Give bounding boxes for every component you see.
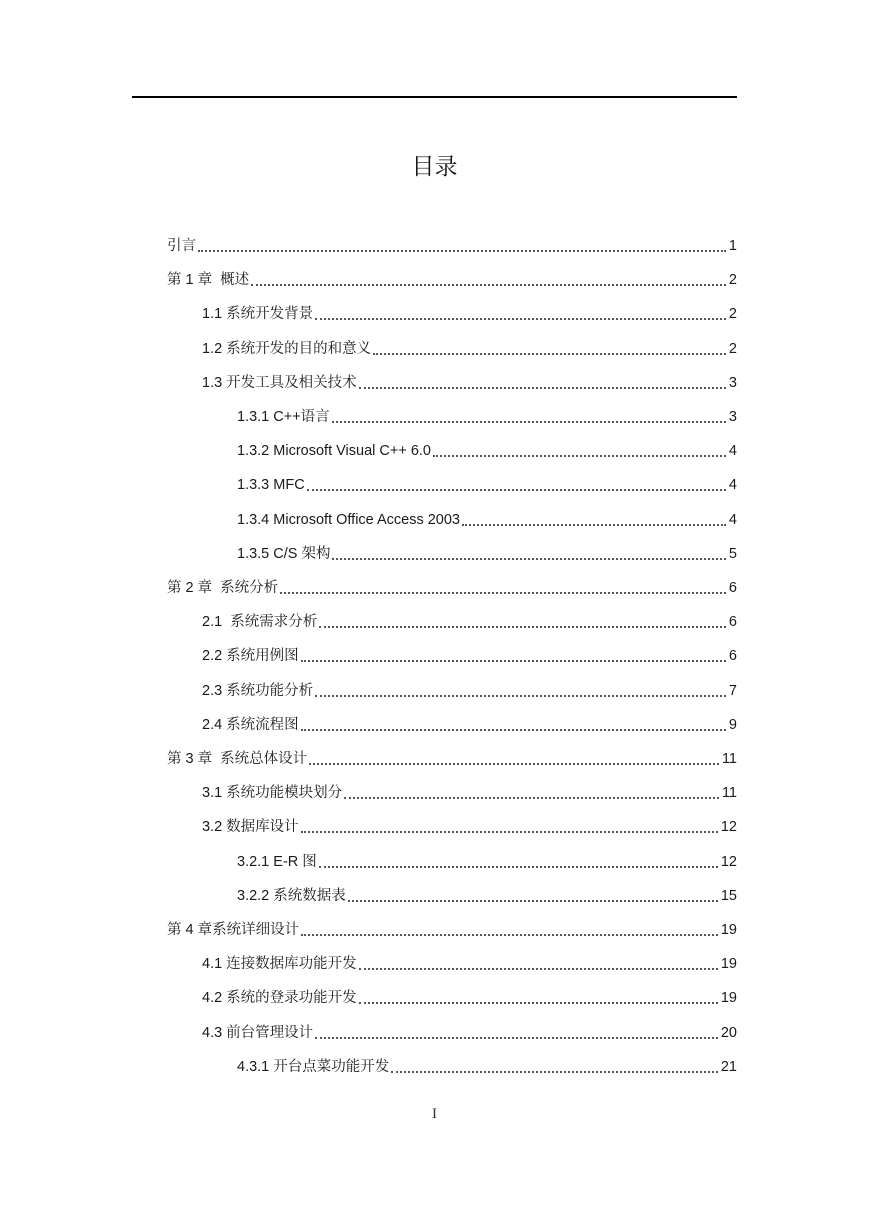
toc-entry[interactable] bbox=[202, 1019, 737, 1043]
toc-entry-page: 12 bbox=[720, 854, 737, 870]
toc-entry-title: 3.2 数据库设计 bbox=[202, 819, 299, 835]
toc-dot-leader bbox=[301, 934, 718, 936]
toc-entry-title: 4.2 系统的登录功能开发 bbox=[202, 990, 357, 1006]
toc-dot-leader bbox=[251, 284, 726, 286]
toc-entry[interactable] bbox=[202, 642, 737, 666]
toc-entry[interactable] bbox=[202, 300, 737, 324]
toc-entry[interactable] bbox=[237, 506, 737, 530]
toc-dot-leader bbox=[348, 900, 718, 902]
toc-entry-page: 2 bbox=[728, 341, 737, 357]
toc-entry-page: 3 bbox=[728, 409, 737, 425]
toc-entry-title: 3.2.2 系统数据表 bbox=[237, 888, 346, 904]
toc-entry-title: 第 1 章 概述 bbox=[167, 272, 250, 288]
toc-entry[interactable] bbox=[202, 369, 737, 393]
toc-title: 目录 bbox=[411, 154, 458, 180]
toc-entry[interactable] bbox=[202, 711, 737, 735]
toc-entry-title: 4.3.1 开台点菜功能开发 bbox=[237, 1059, 390, 1075]
toc-dot-leader bbox=[301, 660, 726, 662]
toc-entry-title: 1.3.2 Microsoft Visual C++ 6.0 bbox=[237, 443, 431, 459]
toc-entry[interactable] bbox=[237, 437, 737, 461]
toc-entry-title: 2.3 系统功能分析 bbox=[202, 683, 314, 699]
toc-dot-leader bbox=[433, 455, 726, 457]
toc-entry-page: 3 bbox=[728, 375, 737, 391]
toc-dot-leader bbox=[332, 421, 726, 423]
toc-entry-title: 1.1 系统开发背景 bbox=[202, 306, 314, 322]
toc-entry-title: 3.1 系统功能模块划分 bbox=[202, 785, 343, 801]
toc-entry-page: 7 bbox=[728, 683, 737, 699]
toc-dot-leader bbox=[359, 968, 718, 970]
header-rule bbox=[132, 96, 737, 98]
toc-entry-title: 引言 bbox=[167, 238, 196, 254]
toc-entry-title: 1.3 开发工具及相关技术 bbox=[202, 375, 357, 391]
toc-entry-page: 19 bbox=[720, 956, 737, 972]
toc-entry-page: 11 bbox=[721, 751, 737, 767]
toc-dot-leader bbox=[301, 729, 726, 731]
toc-dot-leader bbox=[307, 489, 726, 491]
toc-entry-page: 6 bbox=[728, 648, 737, 664]
toc-dot-leader bbox=[301, 831, 718, 833]
toc-entry-title: 4.3 前台管理设计 bbox=[202, 1025, 314, 1041]
toc-dot-leader bbox=[344, 797, 719, 799]
toc-entry[interactable] bbox=[237, 403, 737, 427]
toc-dot-leader bbox=[315, 695, 726, 697]
toc-entry-page: 21 bbox=[720, 1059, 737, 1075]
toc-entry-title: 1.3.5 C/S 架构 bbox=[237, 546, 331, 562]
page-number: I bbox=[432, 1106, 437, 1122]
toc-entry-title: 1.3.4 Microsoft Office Access 2003 bbox=[237, 512, 460, 528]
toc-entry-page: 2 bbox=[728, 306, 737, 322]
toc-entry[interactable] bbox=[237, 848, 737, 872]
toc-entry[interactable] bbox=[237, 882, 737, 906]
toc-dot-leader bbox=[309, 763, 719, 765]
toc-entry-title: 2.4 系统流程图 bbox=[202, 717, 299, 733]
toc-entry[interactable] bbox=[167, 232, 737, 256]
toc-entry[interactable] bbox=[202, 677, 737, 701]
toc-entry-title: 1.2 系统开发的目的和意义 bbox=[202, 341, 372, 357]
toc-entry-title: 第 2 章 系统分析 bbox=[167, 580, 279, 596]
toc-entry-title: 1.3.3 MFC bbox=[237, 477, 305, 493]
toc-entry-title: 第 4 章系统详细设计 bbox=[167, 922, 300, 938]
toc-dot-leader bbox=[391, 1071, 718, 1073]
toc-entry[interactable] bbox=[237, 1053, 737, 1077]
toc-entry[interactable] bbox=[202, 984, 737, 1008]
toc-entry-title: 2.1 系统需求分析 bbox=[202, 614, 318, 630]
toc-entry[interactable] bbox=[167, 916, 737, 940]
toc-entry-page: 6 bbox=[728, 580, 737, 596]
toc-entry[interactable] bbox=[202, 335, 737, 359]
toc-dot-leader bbox=[319, 626, 726, 628]
toc-entry[interactable] bbox=[237, 471, 737, 495]
toc-entry[interactable] bbox=[202, 813, 737, 837]
toc-dot-leader bbox=[198, 250, 726, 252]
toc-entry[interactable] bbox=[167, 574, 737, 598]
toc-entry[interactable] bbox=[167, 745, 737, 769]
toc-entry-page: 4 bbox=[728, 477, 737, 493]
toc-entry-title: 3.2.1 E-R 图 bbox=[237, 854, 317, 870]
toc-dot-leader bbox=[373, 353, 726, 355]
toc-entry[interactable] bbox=[202, 779, 737, 803]
toc-entry-page: 1 bbox=[728, 238, 737, 254]
toc-dot-leader bbox=[359, 1002, 718, 1004]
toc-entry-title: 1.3.1 C++语言 bbox=[237, 409, 330, 425]
toc-entry[interactable] bbox=[167, 266, 737, 290]
toc-dot-leader bbox=[332, 558, 725, 560]
toc-dot-leader bbox=[319, 866, 718, 868]
toc-entry-page: 5 bbox=[728, 546, 737, 562]
toc-entry-page: 4 bbox=[728, 512, 737, 528]
toc-entry-title: 2.2 系统用例图 bbox=[202, 648, 299, 664]
toc-dot-leader bbox=[462, 524, 726, 526]
toc-dot-leader bbox=[359, 387, 726, 389]
toc-entry[interactable] bbox=[237, 540, 737, 564]
toc-entry[interactable] bbox=[202, 608, 737, 632]
toc-entry-title: 4.1 连接数据库功能开发 bbox=[202, 956, 357, 972]
toc-entry-page: 20 bbox=[720, 1025, 737, 1041]
toc-entry-page: 12 bbox=[720, 819, 737, 835]
toc-dot-leader bbox=[280, 592, 726, 594]
toc-entry-page: 6 bbox=[728, 614, 737, 630]
toc-dot-leader bbox=[315, 318, 726, 320]
toc-entry-page: 15 bbox=[720, 888, 737, 904]
toc-entry-page: 4 bbox=[728, 443, 737, 459]
toc-entry-title: 第 3 章 系统总体设计 bbox=[167, 751, 308, 767]
toc-entry-page: 19 bbox=[720, 922, 737, 938]
toc-entry-page: 9 bbox=[728, 717, 737, 733]
toc-dot-leader bbox=[315, 1037, 718, 1039]
toc-entry-page: 2 bbox=[728, 272, 737, 288]
toc-entry-page: 11 bbox=[721, 785, 737, 801]
toc-entry-page: 19 bbox=[720, 990, 737, 1006]
toc-entry[interactable] bbox=[202, 950, 737, 974]
